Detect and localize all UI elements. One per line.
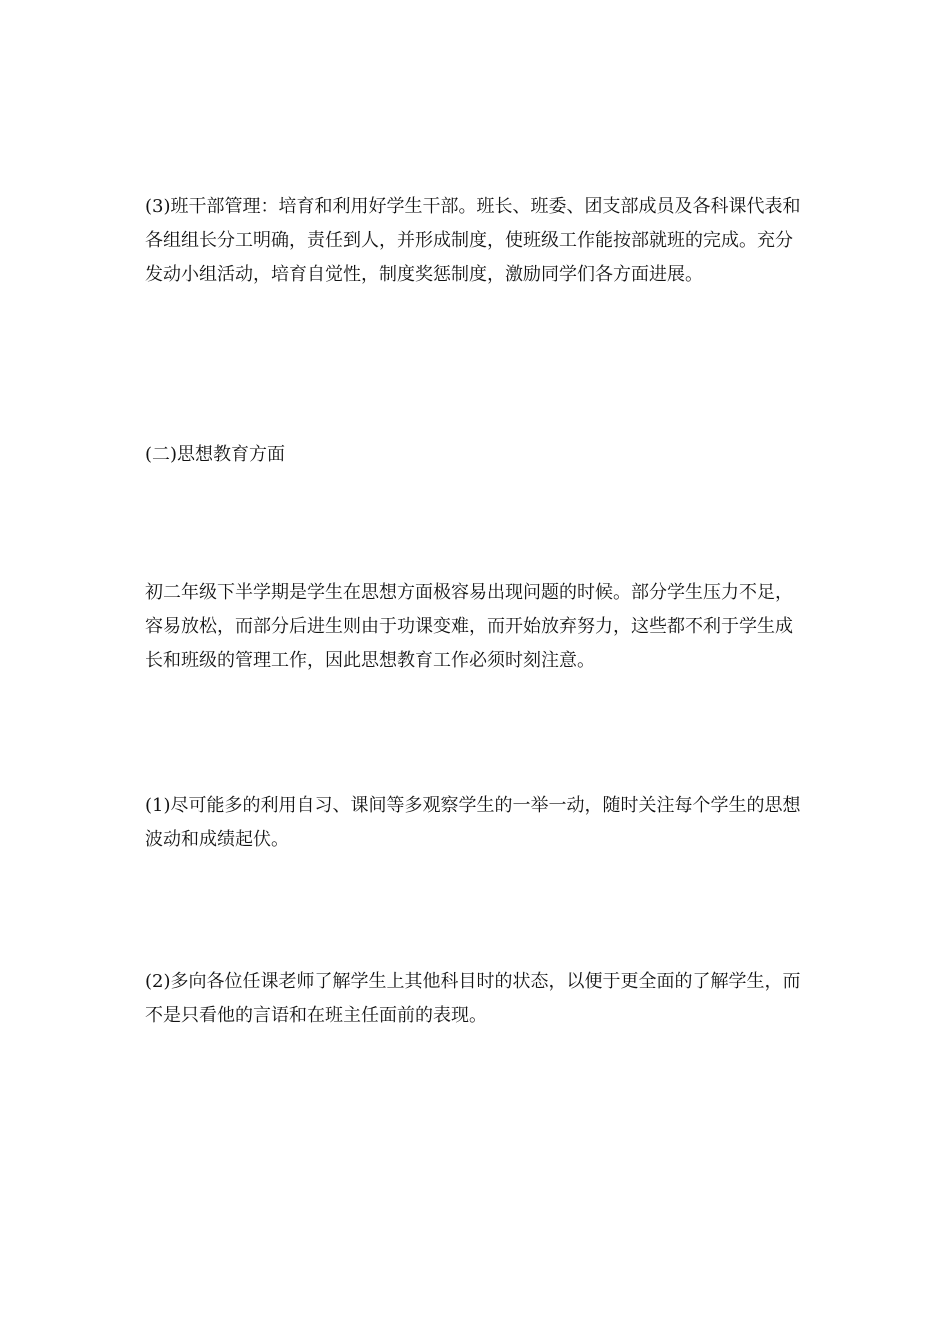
section-heading: (二)思想教育方面 (145, 444, 286, 465)
paragraph-item-1: (1)尽可能多的利用自习、课间等多观察学生的一举一动，随时关注每个学生的思想波动和成绩起伏。 (145, 795, 801, 850)
paragraph-class-cadre-management: (3)班干部管理：培育和利用好学生干部。班长、班委、团支部成员及各科课代表和各组组长分工明确，责任到人，并形成制度，使班级工作能按部就班的完成。充分发动小组活动，培育自觉性，制度奖惩制度，激励同学们各方面进展。 (145, 196, 801, 285)
paragraph-item-2: (2)多向各位任课老师了解学生上其他科目时的状态，以便于更全面的了解学生，而不是只看他的言语和在班主任面前的表现。 (145, 971, 801, 1026)
paragraph-grade-overview: 初二年级下半学期是学生在思想方面极容易出现问题的时候。部分学生压力不足，容易放松，而部分后进生则由于功课变难，而开始放弃努力，这些都不利于学生成长和班级的管理工作，因此思想教育工作必须时刻注意。 (145, 582, 793, 671)
